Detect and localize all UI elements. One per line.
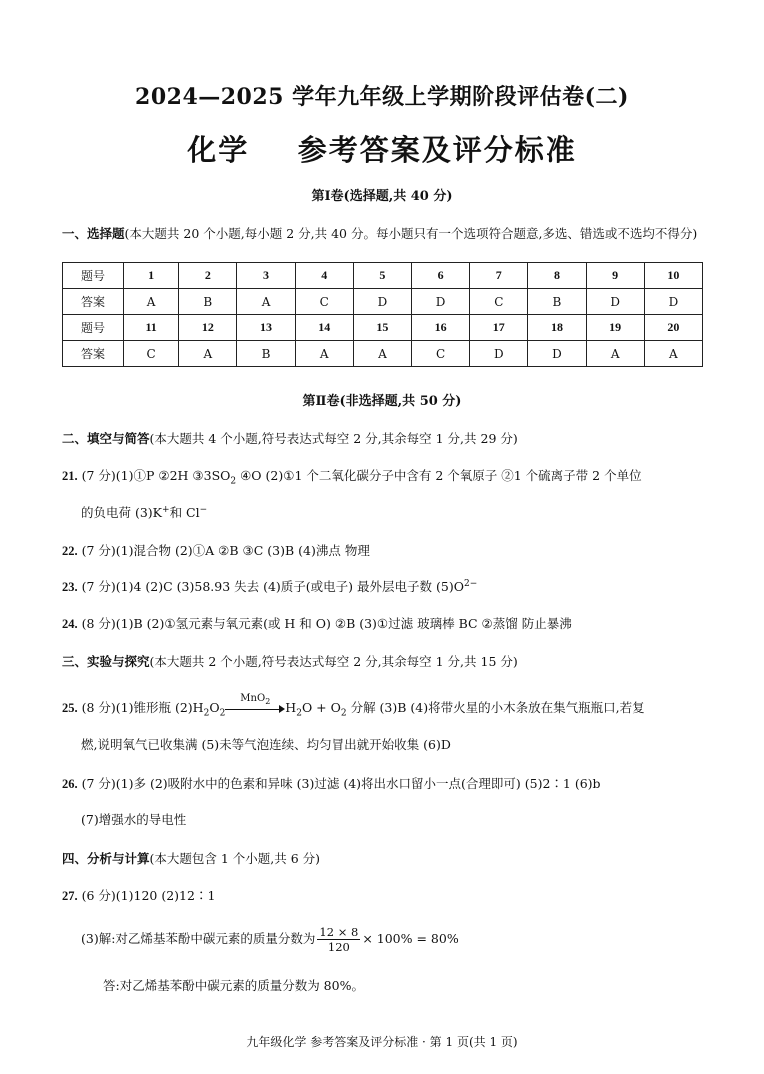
subscript: 2 (340, 708, 347, 719)
question-number: 5 (353, 263, 411, 289)
q22-text: (7 分)(1)混合物 (2)①A ②B ③C (3)B (4)沸点 物理 (81, 543, 370, 558)
q26-text: (7 分)(1)多 (2)吸附水中的色素和异味 (3)过滤 (4)将出水口留小一点(合理即可) (5)2∶1 (6)b (81, 776, 601, 791)
answer-cell: D (412, 289, 470, 315)
answer-cell: A (353, 341, 411, 367)
section3-instructions (62, 652, 518, 670)
answer-cell: B (528, 289, 586, 315)
q21-text-d: 和 Cl (169, 505, 200, 520)
row-label-answer: 答案 (63, 341, 124, 367)
exam-title: 2024—2025 学年九年级上学期阶段评估卷(二) (135, 84, 629, 110)
section1-head: 一、选择题 (62, 226, 125, 241)
answer-cell: D (644, 289, 702, 315)
answer-cell: C (124, 341, 179, 367)
q25-line2: 燃,说明氧气已收集满 (5)未等气泡连续、均匀冒出就开始收集 (6)D (81, 737, 451, 752)
question-number: 10 (644, 263, 702, 289)
row-label-question: 题号 (63, 263, 124, 289)
answer-cell: C (295, 289, 353, 315)
fraction-denominator: 120 (327, 940, 350, 954)
q24-number: 24. (62, 617, 78, 631)
row-label-question: 题号 (63, 315, 124, 341)
q26-line1 (62, 774, 601, 792)
superscript: + (162, 504, 170, 515)
q24-text: (8 分)(1)B (2)①氢元素与氧元素(或 H 和 O) ②B (3)①过滤 玻璃棒 BC ②蒸馏 防止暴沸 (81, 616, 572, 631)
answer-cell: D (586, 289, 644, 315)
section3-desc: (本大题共 2 个小题,符号表达式每空 2 分,其余每空 1 分,共 15 分) (149, 654, 518, 669)
catalyst-label (225, 693, 285, 706)
q26-number: 26. (62, 777, 78, 791)
table-row-questions-1 (63, 263, 703, 289)
q21-text-a: (7 分)(1)①P ②2H ③3SO (81, 468, 231, 483)
q21-text-b: ④O (2)①1 个二氧化碳分子中含有 2 个氧原子 ②1 个硫离子带 2 个单位 (236, 468, 642, 483)
q21-number: 21. (62, 469, 78, 483)
subscript: 2 (296, 708, 302, 719)
fraction (317, 925, 360, 954)
section2-head: 二、填空与简答 (62, 431, 150, 446)
subject-label: 化学 (187, 133, 250, 167)
answer-cell: A (586, 341, 644, 367)
arrow-head-icon (279, 705, 285, 713)
answer-table (62, 262, 703, 367)
question-number: 3 (237, 263, 295, 289)
question-number: 4 (295, 263, 353, 289)
part1-heading: 第Ⅰ卷(选择题,共 40 分) (311, 189, 453, 204)
q27-solution-result: × 100% = 80% (362, 931, 459, 946)
answer-cell: D (528, 341, 586, 367)
reaction-arrow (225, 692, 285, 716)
document-subtitle (0, 128, 764, 169)
answer-cell: C (412, 341, 470, 367)
part2-heading: 第Ⅱ卷(非选择题,共 50 分) (302, 394, 462, 409)
question-number: 16 (412, 315, 470, 341)
question-number: 12 (179, 315, 237, 341)
q23-line (62, 577, 477, 595)
fraction-numerator: 12 × 8 (319, 925, 359, 939)
q22-line (62, 541, 370, 559)
superscript: − (199, 504, 208, 515)
question-number: 13 (237, 315, 295, 341)
q21-line1 (62, 466, 642, 487)
answer-cell: A (295, 341, 353, 367)
question-number: 18 (528, 315, 586, 341)
question-number: 17 (470, 315, 528, 341)
question-number: 1 (124, 263, 179, 289)
question-number: 7 (470, 263, 528, 289)
q25-line1 (62, 692, 645, 719)
row-label-answer: 答案 (63, 289, 124, 315)
answer-cell: D (353, 289, 411, 315)
section3-head: 三、实验与探究 (62, 654, 150, 669)
table-row-questions-2 (63, 315, 703, 341)
q25-product: H (285, 700, 297, 715)
section1-desc: (本大题共 20 个小题,每小题 2 分,共 40 分。每小题只有一个选项符合题意,多选、错选或不选均不得分) (124, 226, 698, 241)
arrow-shaft (225, 709, 281, 710)
q24-line (62, 614, 572, 632)
question-number: 20 (644, 315, 702, 341)
question-number: 9 (586, 263, 644, 289)
q21-line2 (81, 503, 207, 521)
q26-line2: (7)增强水的导电性 (81, 812, 187, 827)
question-number: 19 (586, 315, 644, 341)
q25-text-b: 分解 (3)B (4)将带火星的小木条放在集气瓶瓶口,若复 (346, 700, 645, 715)
table-row-answers-1 (63, 289, 703, 315)
question-number: 14 (295, 315, 353, 341)
answer-cell: A (644, 341, 702, 367)
q27-solution-text: (3)解:对乙烯基苯酚中碳元素的质量分数为 (81, 931, 316, 946)
q27-line1 (62, 886, 215, 904)
question-number: 15 (353, 315, 411, 341)
section2-desc: (本大题共 4 个小题,符号表达式每空 2 分,其余每空 1 分,共 29 分) (149, 431, 518, 446)
answer-cell: A (124, 289, 179, 315)
section4-instructions (62, 849, 320, 867)
subscript: 2 (219, 708, 226, 719)
q25-text-a: (8 分)(1)锥形瓶 (2)H (81, 700, 204, 715)
q27-number: 27. (62, 889, 78, 903)
q25-product2: O + O (301, 700, 341, 715)
q25-o: O (209, 700, 220, 715)
answer-cell: C (470, 289, 528, 315)
subscript: 2 (230, 476, 237, 487)
subtitle-label: 参考答案及评分标准 (297, 133, 577, 167)
subscript: 2 (203, 708, 210, 719)
q27-solution (81, 925, 459, 954)
section2-instructions (62, 429, 518, 447)
answer-cell: B (179, 289, 237, 315)
q23-number: 23. (62, 580, 78, 594)
question-number: 8 (528, 263, 586, 289)
answer-cell: D (470, 341, 528, 367)
section4-desc: (本大题包含 1 个小题,共 6 分) (149, 851, 321, 866)
question-number: 11 (124, 315, 179, 341)
question-number: 2 (179, 263, 237, 289)
q27-text: (6 分)(1)120 (2)12∶1 (81, 888, 216, 903)
catalyst-text: MnO (240, 692, 266, 704)
section1-instructions (62, 224, 697, 242)
q21-text-c: 的负电荷 (3)K (81, 505, 163, 520)
table-row-answers-2 (63, 341, 703, 367)
q23-text: (7 分)(1)4 (2)C (3)58.93 失去 (4)质子(或电子) 最外层电子数 (5)O (81, 579, 464, 594)
q27-answer: 答:对乙烯基苯酚中碳元素的质量分数为 80%。 (103, 978, 364, 993)
q22-number: 22. (62, 544, 78, 558)
question-number: 6 (412, 263, 470, 289)
page-footer: 九年级化学 参考答案及评分标准 · 第 1 页(共 1 页) (246, 1035, 518, 1049)
answer-cell: A (237, 289, 295, 315)
superscript: 2− (463, 578, 478, 589)
section4-head: 四、分析与计算 (62, 851, 150, 866)
q25-number: 25. (62, 701, 78, 715)
subscript: 2 (265, 696, 271, 706)
answer-cell: A (179, 341, 237, 367)
answer-cell: B (237, 341, 295, 367)
